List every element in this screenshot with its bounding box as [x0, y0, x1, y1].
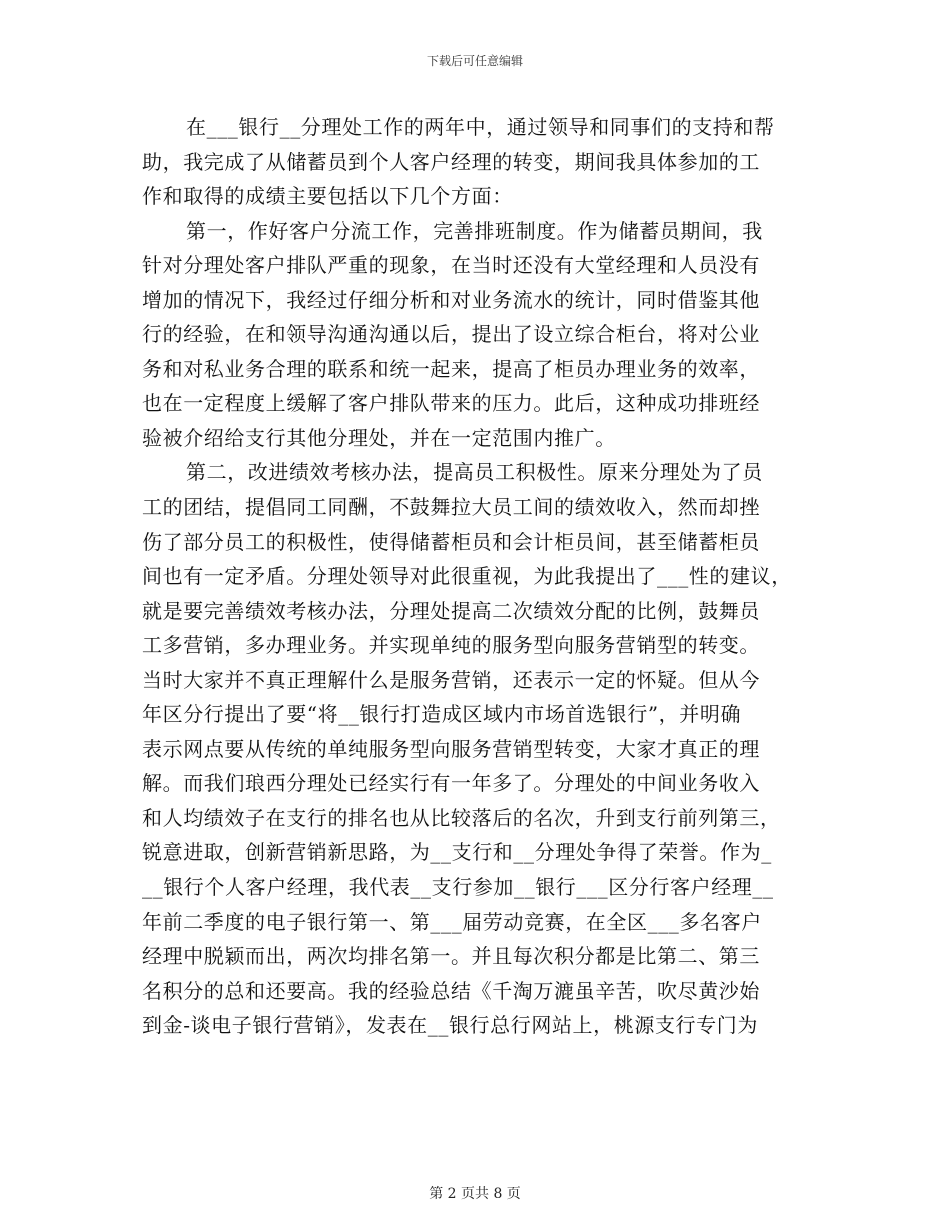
text-line: 名积分的总和还要高。我的经验总结《千淘万漉虽辛苦，吹尽黄沙始 — [142, 978, 760, 1003]
page-header: 下载后可任意编辑 — [426, 54, 523, 68]
text-line: 锐意进取，创新营销新思路，为__支行和__分理处争得了荣誉。作为_ — [142, 840, 772, 865]
document-body — [142, 110, 822, 1043]
text-line: 第二，改进绩效考核办法，提高员工积极性。原来分理处为了员 — [186, 460, 763, 485]
text-line: 和人均绩效子在支行的排名也从比较落后的名次，升到支行前列第三， — [142, 805, 781, 830]
text-line: 行的经验，在和领导沟通沟通以后，提出了设立综合柜台，将对公业 — [142, 322, 760, 347]
text-line: 也在一定程度上缓解了客户排队带来的压力。此后，这种成功排班经 — [142, 391, 760, 416]
text-line: 伤了部分员工的积极性，使得储蓄柜员和会计柜员间，甚至储蓄柜员 — [142, 529, 760, 554]
text-line: 验被介绍给支行其他分理处，并在一定范围内推广。 — [142, 425, 616, 450]
text-line: 间也有一定矛盾。分理处领导对此很重视，为此我提出了___性的建议， — [142, 564, 792, 589]
text-line: 年区分行提出了要“将__银行打造成区域内市场首选银行”，并明确 — [142, 702, 742, 727]
text-line: 增加的情况下，我经过仔细分析和对业务流水的统计，同时借鉴其他 — [142, 287, 760, 312]
text-line: 当时大家并不真正理解什么是服务营销，还表示一定的怀疑。但从今 — [142, 667, 760, 692]
text-line: 在___银行__分理处工作的两年中，通过领导和同事们的支持和帮 — [186, 115, 775, 139]
text-line: 到金-谈电子银行营销》，发表在__银行总行网站上，桃源支行专门为 — [142, 1013, 758, 1038]
text-line: 就是要完善绩效考核办法，分理处提高二次绩效分配的比例，鼓舞员 — [142, 598, 760, 623]
text-line: 第一，作好客户分流工作，完善排班制度。作为储蓄员期间，我 — [186, 218, 763, 243]
text-line: 务和对私业务合理的联系和统一起来，提高了柜员办理业务的效率， — [142, 356, 760, 381]
page-footer: 第 2 页共 8 页 — [429, 1186, 521, 1202]
text-line: 表示网点要从传统的单纯服务型向服务营销型转变，大家才真正的理 — [142, 736, 760, 761]
text-line: 经理中脱颖而出，两次均排名第一。并且每次积分都是比第二、第三 — [142, 944, 760, 969]
text-line: 解。而我们琅西分理处已经实行有一年多了。分理处的中间业务收入 — [142, 771, 760, 796]
text-line: 助，我完成了从储蓄员到个人客户经理的转变，期间我具体参加的工 — [142, 149, 760, 174]
text-line: __银行个人客户经理，我代表__支行参加__银行___区分行客户经理__ — [142, 875, 774, 900]
text-line: 工的团结，提倡同工同酬，不鼓舞拉大员工间的绩效收入，然而却挫 — [142, 495, 760, 520]
text-line: 作和取得的成绩主要包括以下几个方面： — [142, 184, 513, 209]
text-line: 工多营销，多办理业务。并实现单纯的服务型向服务营销型的转变。 — [142, 633, 760, 658]
text-line: 针对分理处客户排队严重的现象，在当时还没有大堂经理和人员没有 — [142, 253, 760, 278]
text-line: 年前二季度的电子银行第一、第___届劳动竞赛，在全区___多名客户 — [142, 909, 762, 934]
